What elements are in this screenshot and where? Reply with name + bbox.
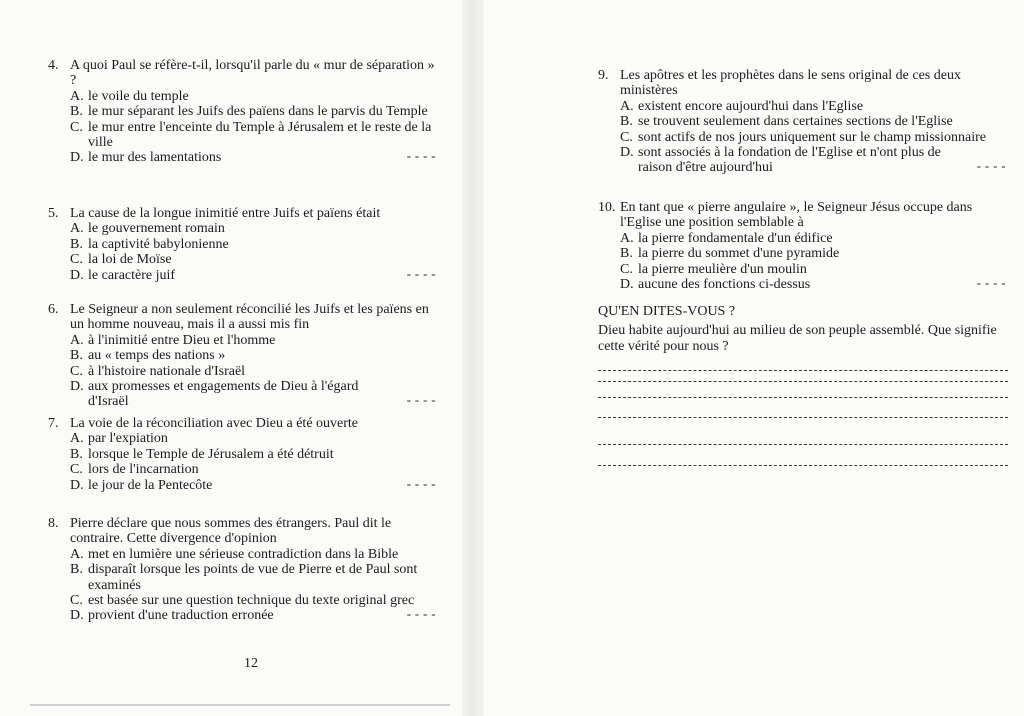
- option-text: aucune des fonctions ci-dessus: [638, 277, 811, 293]
- option-letter: D.: [70, 608, 84, 624]
- book-gutter: [462, 0, 484, 716]
- option-letter: B.: [620, 246, 633, 262]
- question-stem: Pierre déclare que nous sommes des étrangers. Paul dit le contraire. Cette divergence d'opinion: [70, 516, 392, 547]
- question-5: [48, 206, 438, 283]
- question-number: 8.: [48, 516, 59, 531]
- question-8: [48, 516, 438, 624]
- question-stem: A quoi Paul se réfère-t-il, lorsqu'il parle du « mur de séparation » ?: [70, 58, 435, 89]
- option-letter: B.: [70, 236, 83, 252]
- reflection-prompt: Dieu habite aujourd'hui au milieu de son peuple assemblé. Que signifie cette vérité pour nous ?: [598, 323, 997, 354]
- option-letter: D.: [70, 267, 84, 283]
- answer-line[interactable]: [598, 397, 1008, 398]
- option-letter: B.: [70, 446, 83, 462]
- question-10: [598, 200, 1008, 292]
- option-letter: A.: [620, 98, 634, 114]
- option-text: la pierre fondamentale d'un édifice: [638, 230, 833, 246]
- option-text: la captivité babylonienne: [88, 236, 229, 252]
- option-text: le jour de la Pentecôte: [88, 477, 213, 493]
- option-letter: A.: [70, 332, 84, 348]
- option-text: à l'histoire nationale d'Israël: [88, 363, 246, 379]
- option-text: le voile du temple: [88, 88, 189, 104]
- option-text: se trouvent seulement dans certaines sections de l'Eglise: [638, 114, 953, 130]
- answer-line[interactable]: [598, 465, 1008, 466]
- question-7: [48, 416, 438, 493]
- question-4: [48, 58, 438, 166]
- answer-blank[interactable]: ----: [405, 150, 438, 165]
- option-letter: A.: [70, 221, 84, 237]
- question-stem: Les apôtres et les prophètes dans le sens original de ces deux ministères: [620, 68, 961, 99]
- question-stem: La cause de la longue inimitié entre Juifs et païens était: [70, 206, 381, 221]
- question-number: 10.: [598, 200, 616, 215]
- question-number: 5.: [48, 206, 59, 221]
- option-letter: D.: [70, 477, 84, 493]
- option-text: aux promesses et engagements de Dieu à l'égard d'Israël: [88, 379, 359, 410]
- option-letter: C.: [70, 252, 83, 268]
- question-stem: Le Seigneur a non seulement réconcilié les Juifs et les païens en un homme nouveau, mais il a aussi mis fin: [70, 302, 429, 333]
- question-9: [598, 68, 1008, 176]
- answer-blank[interactable]: ----: [405, 608, 438, 623]
- option-text: par l'expiation: [88, 431, 168, 447]
- question-number: 4.: [48, 58, 59, 73]
- option-text: la pierre du sommet d'une pyramide: [638, 246, 840, 262]
- answer-line[interactable]: [598, 444, 1008, 445]
- answer-line[interactable]: [598, 370, 1008, 371]
- option-letter: C.: [70, 462, 83, 478]
- page-edge-line: [30, 704, 450, 706]
- option-text: la pierre meulière d'un moulin: [638, 261, 807, 277]
- option-text: le gouvernement romain: [88, 221, 225, 237]
- question-stem: En tant que « pierre angulaire », le Seigneur Jésus occupe dans l'Eglise une position semblable à: [620, 200, 973, 231]
- option-letter: B.: [620, 114, 633, 130]
- option-letter: A.: [70, 88, 84, 104]
- option-letter: C.: [620, 261, 633, 277]
- option-letter: A.: [620, 230, 634, 246]
- answer-blank[interactable]: ----: [405, 267, 438, 282]
- option-text: le mur séparant les Juifs des païens dans le parvis du Temple: [88, 104, 428, 120]
- answer-blank[interactable]: ----: [975, 277, 1008, 292]
- option-text: sont actifs de nos jours uniquement sur le champ missionnaire: [638, 129, 986, 145]
- answer-blank[interactable]: ----: [405, 394, 438, 409]
- option-text: à l'inimitié entre Dieu et l'homme: [88, 332, 276, 348]
- option-letter: A.: [70, 431, 84, 447]
- answer-blank[interactable]: ----: [405, 477, 438, 492]
- option-text: le mur des lamentations: [88, 150, 222, 166]
- option-letter: D.: [70, 150, 84, 166]
- option-text: la loi de Moïse: [88, 252, 172, 268]
- answer-line[interactable]: [598, 417, 1008, 418]
- option-letter: B.: [70, 104, 83, 120]
- option-text: lors de l'incarnation: [88, 462, 199, 478]
- question-6: [48, 302, 438, 410]
- option-text: le mur entre l'enceinte du Temple à Jérusalem et le reste de la ville: [88, 119, 432, 151]
- answer-blank[interactable]: ----: [975, 160, 1008, 175]
- option-letter: D.: [620, 145, 634, 161]
- option-letter: C.: [70, 363, 83, 379]
- option-letter: C.: [620, 129, 633, 145]
- option-letter: A.: [70, 546, 84, 562]
- option-letter: D.: [620, 277, 634, 293]
- answer-line[interactable]: [598, 381, 1008, 382]
- option-text: lorsque le Temple de Jérusalem a été détruit: [88, 446, 334, 462]
- option-text: sont associés à la fondation de l'Eglise et n'ont plus de raison d'être aujourd'hui: [638, 145, 941, 176]
- option-text: est basée sur une question technique du texte original grec: [88, 593, 415, 609]
- option-text: existent encore aujourd'hui dans l'Eglise: [638, 98, 864, 114]
- question-number: 7.: [48, 416, 59, 431]
- option-text: provient d'une traduction erronée: [88, 608, 274, 624]
- page-number: 12: [244, 656, 258, 671]
- question-number: 9.: [598, 68, 609, 83]
- option-letter: C.: [70, 119, 83, 135]
- option-text: au « temps des nations »: [88, 348, 226, 364]
- question-stem: La voie de la réconciliation avec Dieu a été ouverte: [70, 416, 359, 431]
- option-letter: B.: [70, 562, 83, 578]
- option-text: disparaît lorsque les points de vue de Pierre et de Paul sont examinés: [88, 562, 418, 593]
- option-text: le caractère juif: [88, 267, 176, 283]
- reflection-heading: QU'EN DITES-VOUS ?: [598, 304, 736, 319]
- option-letter: C.: [70, 593, 83, 609]
- option-letter: B.: [70, 348, 83, 364]
- option-letter: D.: [70, 379, 84, 395]
- option-text: met en lumière une sérieuse contradiction dans la Bible: [88, 546, 399, 562]
- question-number: 6.: [48, 302, 59, 317]
